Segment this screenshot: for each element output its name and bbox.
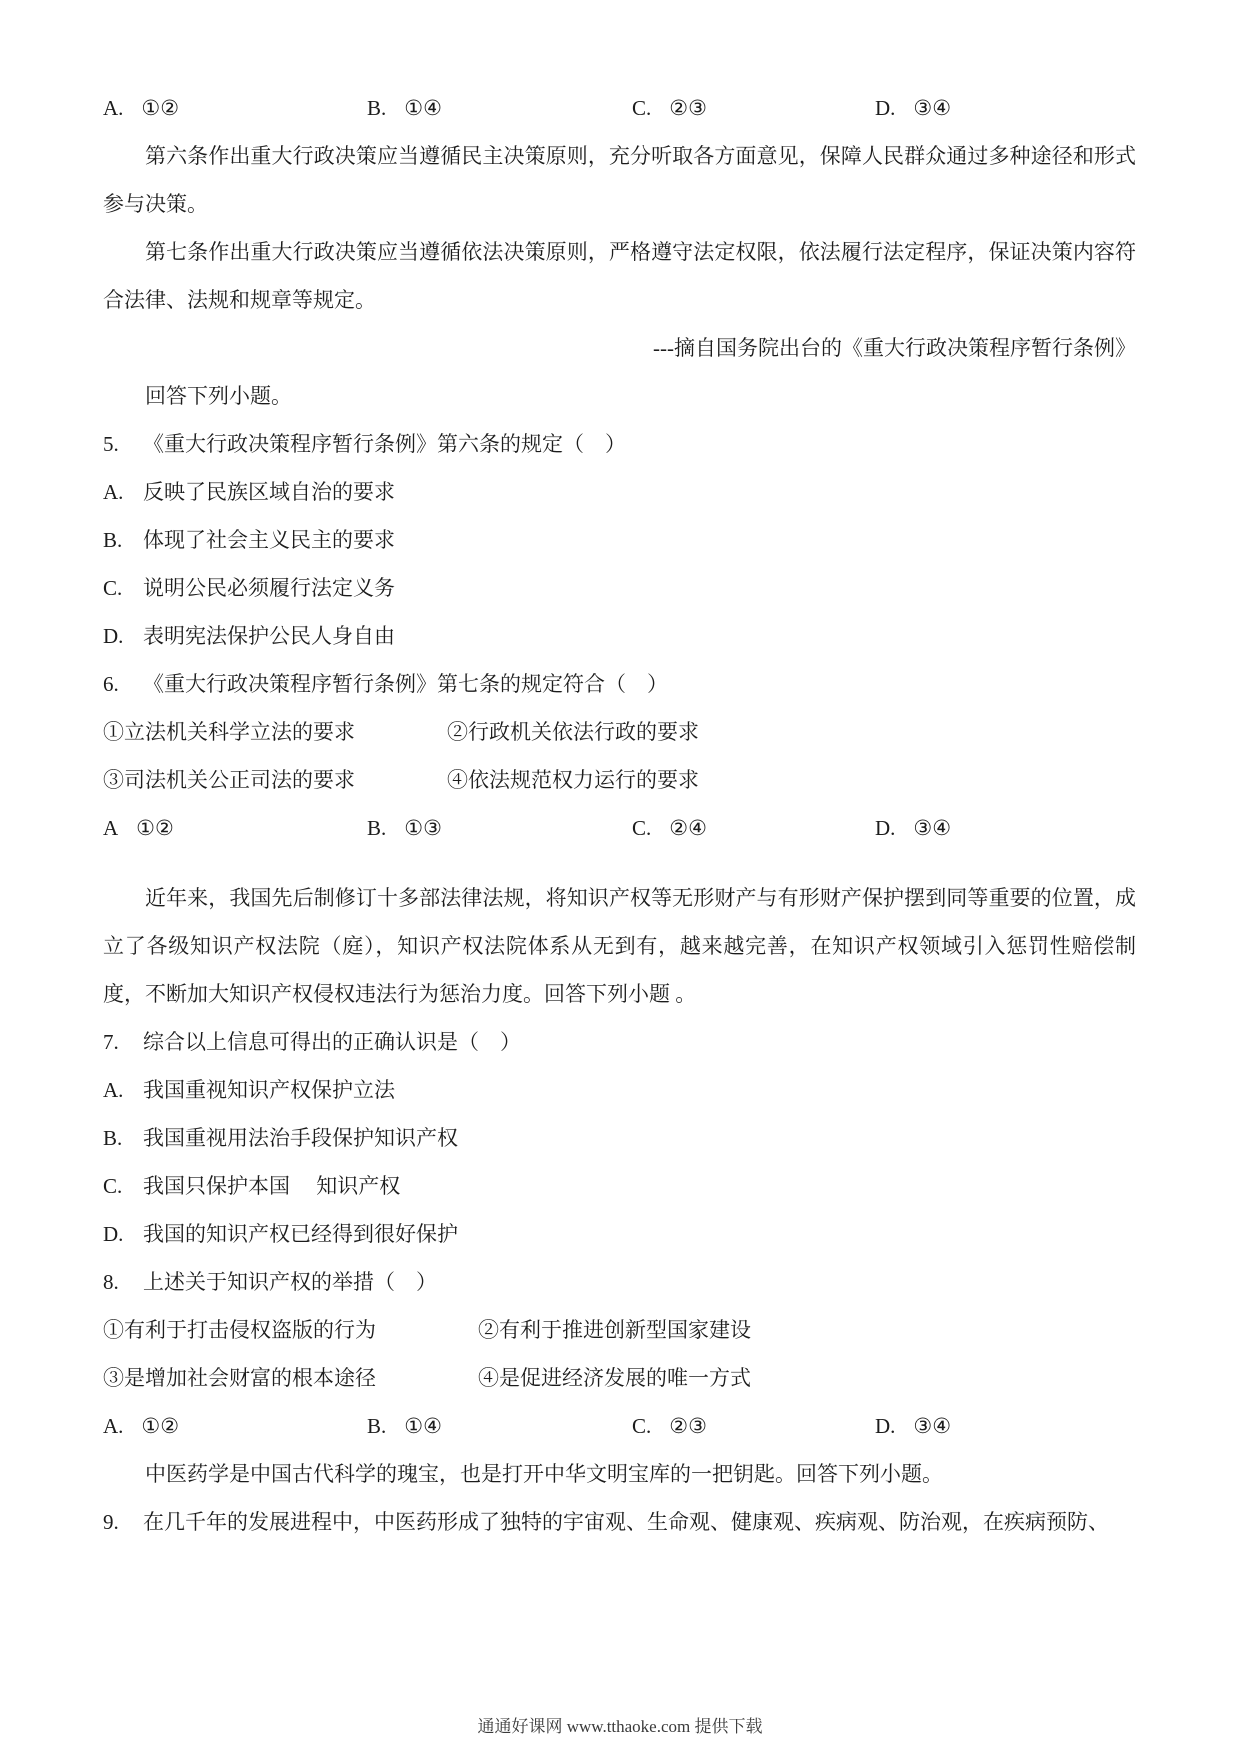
option-label: A. [103,1078,124,1102]
question-6-statements-row-2 [103,756,1136,804]
question-7-option-d [103,1210,1136,1258]
question-9-stem [103,1498,1136,1546]
option-label: C. [632,1414,652,1438]
option-label: C. [632,816,652,840]
option-value: ①② [141,1414,180,1438]
option-label: B. [367,96,387,120]
question-8-statements-row-2 [103,1354,1136,1402]
passage-clause-6: 第六条作出重大行政决策应当遵循民主决策原则，充分听取各方面意见，保障人民群众通过多种途径和形式参与决策。 [103,144,1136,216]
option-label: B. [103,1126,123,1150]
option-value: ①④ [404,96,442,120]
passage-prompt: 回答下列小题。 [145,384,292,408]
option-label: C. [103,576,123,600]
passage-intellectual-property: 近年来，我国先后制修订十多部法律法规，将知识产权等无形财产与有形财产保护摆到同等重要的位置，成立了各级知识产权法院（庭），知识产权法院体系从无到有，越来越完善，在知识产权领域引入惩罚性赔偿制度，不断加大知识产权侵权违法行为惩治力度。回答下列小题 。 [103,886,1136,1006]
question-5-option-b [103,516,1136,564]
answer-option-a [103,1402,179,1450]
option-value: ③④ [913,816,952,840]
option-value: ③④ [913,96,952,120]
option-value: ①② [136,816,174,840]
option-label: A. [103,1414,124,1438]
question-text: 综合以上信息可得出的正确认识是（ ） [143,1030,521,1054]
question-7-option-b [103,1114,1136,1162]
question-number: 9. [103,1510,119,1534]
option-text: 我国的知识产权已经得到很好保护 [143,1222,458,1246]
question-7-stem [103,1018,1136,1066]
option-label: A. [103,480,124,504]
answer-option-d [875,1402,951,1450]
statement-1: ①立法机关科学立法的要求 [103,720,355,744]
option-label: C. [103,1174,123,1198]
passage-clause-7: 第七条作出重大行政决策应当遵循依法决策原则，严格遵守法定权限，依法履行法定程序，保证决策内容符合法律、法规和规章等规定。 [103,240,1136,312]
option-text: 反映了民族区域自治的要求 [143,480,395,504]
statement-3: ③司法机关公正司法的要求 [103,768,355,792]
question-5-option-c [103,564,1136,612]
answer-option-d [875,804,951,852]
question-5-option-a [103,468,1136,516]
passage-tcm-intro: 中医药学是中国古代科学的瑰宝，也是打开中华文明宝库的一把钥匙。回答下列小题。 [145,1462,943,1486]
option-label: D. [103,1222,124,1246]
question-number: 7. [103,1030,119,1054]
option-value: ①③ [404,816,442,840]
question-text: 上述关于知识产权的举措（ ） [143,1270,437,1294]
answer-option-a [103,84,179,132]
option-value: ②③ [669,1414,707,1438]
question-8-stem [103,1258,1136,1306]
option-label: D. [875,1414,896,1438]
passage-source-attribution: ---摘自国务院出台的《重大行政决策程序暂行条例》 [653,336,1136,360]
answer-option-b [367,84,442,132]
answer-option-c [632,84,707,132]
option-value: ②③ [669,96,707,120]
question-text: 在几千年的发展进程中，中医药形成了独特的宇宙观、生命观、健康观、疾病观、防治观，在疾病预防、 [143,1510,1109,1534]
question-text: 《重大行政决策程序暂行条例》第六条的规定（ ） [143,432,626,456]
option-text: 体现了社会主义民主的要求 [143,528,395,552]
option-label: D. [103,624,124,648]
option-label: D. [875,96,896,120]
option-value: ③④ [913,1414,952,1438]
statement-4: ④是促进经济发展的唯一方式 [478,1366,751,1390]
option-label: D. [875,816,896,840]
question-6-statements-row-1 [103,708,1136,756]
statement-4: ④依法规范权力运行的要求 [447,768,699,792]
answer-row-q6 [103,804,1136,852]
option-text: 表明宪法保护公民人身自由 [143,624,395,648]
option-label: A [103,816,119,840]
question-5-option-d [103,612,1136,660]
statement-3: ③是增加社会财富的根本途径 [103,1366,376,1390]
option-text: 我国只保护本国 知识产权 [143,1174,401,1198]
footer-watermark: 通通好课网 www.tthaoke.com 提供下载 [477,1717,763,1736]
answer-option-c [632,804,707,852]
option-label: B. [367,816,387,840]
question-number: 8. [103,1270,119,1294]
option-label: B. [367,1414,387,1438]
question-text: 《重大行政决策程序暂行条例》第七条的规定符合（ ） [143,672,668,696]
option-text: 我国重视用法治手段保护知识产权 [143,1126,458,1150]
answer-option-c [632,1402,707,1450]
option-value: ②④ [669,816,707,840]
question-number: 6. [103,672,119,696]
statement-1: ①有利于打击侵权盗版的行为 [103,1318,376,1342]
option-label: B. [103,528,123,552]
paragraph-spacer [103,852,1136,874]
answer-row-q4 [103,84,1136,132]
exam-content [103,84,1136,1546]
option-value: ①④ [404,1414,442,1438]
option-label: C. [632,96,652,120]
statement-2: ②行政机关依法行政的要求 [447,720,699,744]
answer-option-d [875,84,951,132]
option-text: 我国重视知识产权保护立法 [143,1078,395,1102]
statement-2: ②有利于推进创新型国家建设 [478,1318,751,1342]
option-value: ①② [141,96,180,120]
answer-option-b [367,1402,442,1450]
question-5-stem [103,420,1136,468]
question-number: 5. [103,432,119,456]
option-text: 说明公民必须履行法定义务 [143,576,395,600]
option-label: A. [103,96,124,120]
answer-row-q8 [103,1402,1136,1450]
question-8-statements-row-1 [103,1306,1136,1354]
question-6-stem [103,660,1136,708]
question-7-option-c [103,1162,1136,1210]
question-7-option-a [103,1066,1136,1114]
answer-option-b [367,804,442,852]
answer-option-a [103,804,174,852]
